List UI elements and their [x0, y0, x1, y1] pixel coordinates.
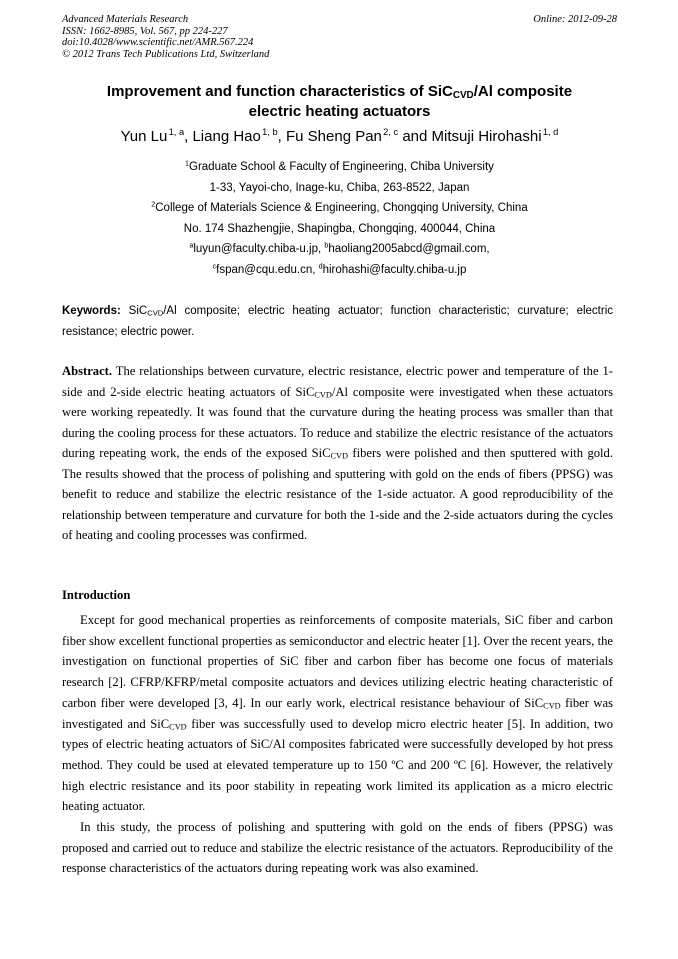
author-separator: ,: [184, 128, 193, 145]
email-address: luyun@faculty.chiba-u.jp,: [193, 243, 325, 255]
author-name: Yun Lu: [120, 128, 168, 145]
abstract-text: The relationships between curvature, electric resistance, electric power and temperature of the 1-side and 2-side electric heating actuators of SiC: [62, 364, 613, 399]
journal-header: [62, 14, 617, 60]
email-line-1: [62, 239, 617, 260]
abstract-subscript: CVD: [314, 390, 332, 400]
author-name: Mitsuji Hirohashi: [431, 128, 542, 145]
introduction-body: [62, 610, 613, 879]
keywords-subscript: CVD: [147, 308, 164, 318]
email-address: haoliang2005abcd@gmail.com,: [328, 243, 490, 255]
affiliation-1-address: 1-33, Yayoi-cho, Inage-ku, Chiba, 263-8522, Japan: [209, 181, 470, 194]
keywords-label: Keywords:: [62, 305, 121, 317]
affiliation-2-address: No. 174 Shazhengjie, Shapingba, Chongqing, 400044, China: [183, 222, 496, 235]
author-separator: ,: [277, 128, 286, 145]
abstract-label: Abstract.: [62, 364, 113, 378]
affiliation-sup: 1: [185, 159, 190, 168]
author-affil-sup: 2, c: [383, 126, 399, 137]
introduction-heading: Introduction: [62, 588, 131, 602]
online-date: Online: 2012-09-28: [533, 14, 617, 25]
keywords-text: SiC: [120, 305, 148, 317]
email-sup: b: [324, 241, 329, 250]
affiliation-2: [62, 198, 617, 219]
author-affil-sup: 1, d: [542, 126, 559, 137]
author-list: [62, 127, 617, 147]
author-affil-sup: 1, b: [262, 126, 278, 137]
issn-line: ISSN: 1662-8985, Vol. 567, pp 224-227: [62, 25, 228, 37]
abstract-text: /Al composite were investigated when these actuators were working repeatedly. It was found that the curvature during the heating process was smaller than that during the cooling process for these actuators. To reduce and stabilize the electric resistance of the actuators during repeating work, the ends of the exposed SiC: [62, 384, 613, 460]
author-name: Fu Sheng Pan: [285, 128, 382, 145]
paragraph-subscript: CVD: [543, 701, 561, 711]
paragraph-subscript: CVD: [169, 722, 187, 732]
email-sup: d: [318, 261, 323, 270]
title-part2: /Al composite: [473, 83, 573, 100]
affiliation-sup: 2: [151, 200, 156, 209]
author-affil-sup: 1, a: [168, 126, 185, 137]
introduction-paragraph: In this study, the process of polishing and sputtering with gold on the ends of fibers (PPSG) was proposed and carried out to reduce and stabilize the electric resistance of the actuators. Reproducibility of the response characteristics of the actuators during repeating work was also examined.: [62, 820, 613, 876]
introduction-paragraph: [62, 610, 613, 817]
affiliation-text: College of Materials Science & Engineering, Chongqing University, China: [155, 202, 528, 214]
doi-line: doi:10.4028/www.scientific.net/AMR.567.224: [62, 37, 254, 48]
email-address: fspan@cqu.edu.cn,: [216, 263, 319, 276]
affiliations: [62, 157, 617, 280]
abstract: [62, 361, 613, 546]
journal-name: Advanced Materials Research: [62, 14, 189, 25]
affiliation-text: Graduate School & Faculty of Engineering, Chiba University: [189, 161, 494, 173]
copyright-line: © 2012 Trans Tech Publications Ltd, Switzerland: [62, 48, 270, 60]
title-line2: electric heating actuators: [248, 103, 431, 120]
email-address: hirohashi@faculty.chiba-u.jp: [322, 263, 467, 276]
email-sup: c: [212, 261, 217, 270]
author-name: Liang Hao: [192, 128, 261, 145]
paper-title: [62, 82, 617, 122]
email-line-2: [62, 260, 617, 281]
title-part1: Improvement and function characteristics of SiC: [106, 83, 453, 100]
keywords-text: /Al composite; electric heating actuator; function characteristic; curvature; electric resistance; electric power.: [62, 305, 613, 338]
paragraph-text: fiber was successfully used to develop micro electric heater [5]. In addition, two types of electric heating actuators of SiC/Al composites fabricated were successfully developed by hot press method. They could be used at elevated temperature up to 150 ºC and 200 ºC [6]. However, the relatively high electric resistance and its poor stability in repeating work limited its application as a micro electric heating actuator.: [62, 716, 613, 814]
abstract-subscript: CVD: [330, 451, 349, 461]
abstract-text: fibers were polished and then sputtered with gold. The results showed that the process of polishing and sputtering with gold on the ends of fibers (PPSG) was benefit to reduce and stabilize the electric resistance of the 1-side actuator. A good reproducibility of the relationship between temperature and curvature for both the 1-side and the 2-side actuators during the cycles of heating and cooling processes was confirmed.: [62, 446, 613, 542]
email-sup: a: [189, 241, 194, 250]
affiliation-1: [62, 157, 617, 178]
title-subscript: CVD: [452, 89, 474, 101]
author-separator: and: [398, 128, 432, 145]
paragraph-text: Except for good mechanical properties as reinforcements of composite materials, SiC fiber and carbon fiber show excellent functional properties as semiconductor and electric heater [1]. Over the recent years, the investigation on functional properties of SiC fiber and carbon fiber has become one focus of materials research [2]. CFRP/KFRP/metal composite actuators and devices utilizing electric heating characteristic of carbon fiber were developed [3, 4]. In our early work, electrical resistance behaviour of SiC: [62, 613, 613, 710]
keywords: [62, 301, 613, 342]
paragraph-text: fiber was investigated and SiC: [62, 695, 613, 731]
